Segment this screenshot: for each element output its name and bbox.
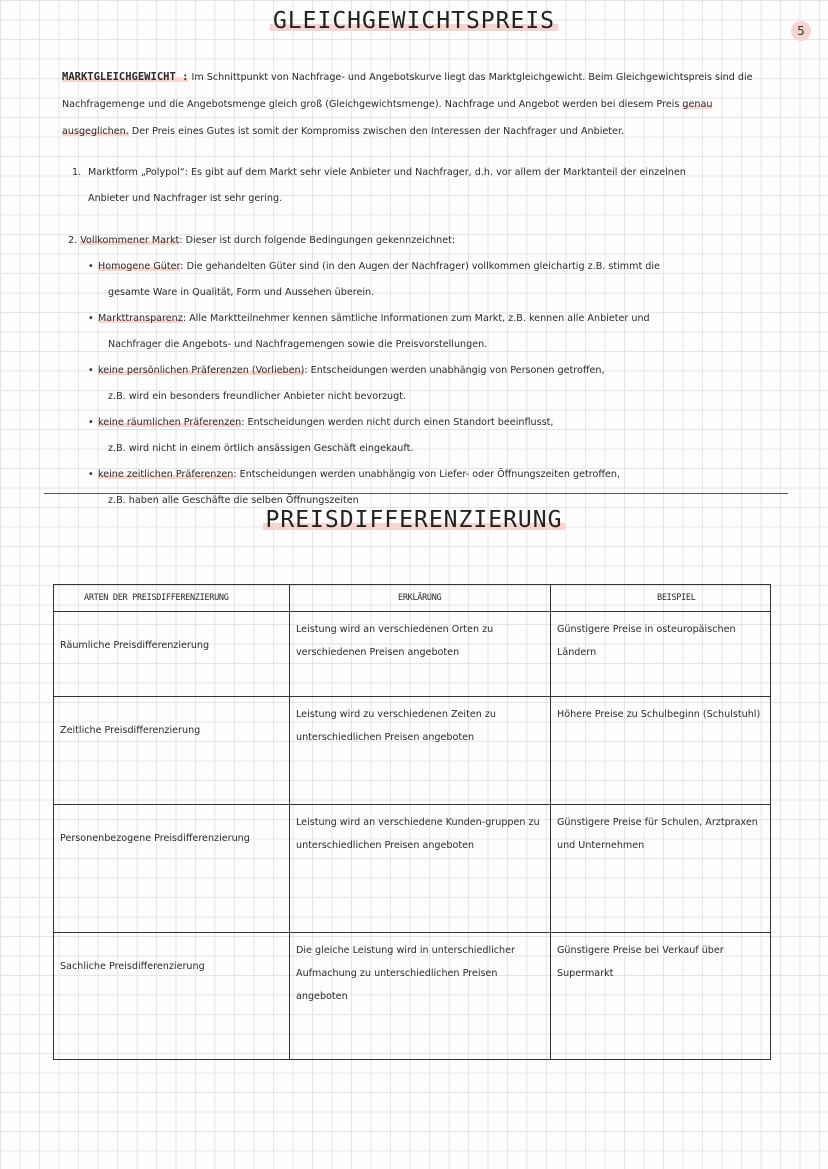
- page-title-text: GLEICHGEWICHTSPREIS: [270, 8, 558, 34]
- condition-term: keine räumlichen Präferenzen: [98, 417, 242, 428]
- condition-term: Markttransparenz: [98, 313, 183, 324]
- item1-text-b: Anbieter und Nachfrager ist sehr gering.: [88, 193, 283, 204]
- condition-text-cont: Nachfrager die Angebots- und Nachfragemengen sowie die Preisvorstellungen.: [108, 339, 488, 350]
- cell-art: Zeitliche Preisdifferenzierung: [54, 697, 290, 805]
- cell-art: Räumliche Preisdifferenzierung: [54, 612, 290, 697]
- condition-item: [98, 254, 778, 306]
- section-title-text: PREISDIFFERENZIERUNG: [263, 507, 566, 533]
- condition-text: : Die gehandelten Güter sind (in den Augen der Nachfrager) vollkommen gleichartig z.B. stimmt die: [180, 261, 660, 272]
- cell-erklaerung: Leistung wird an verschiedenen Orten zu verschiedenen Preisen angeboten: [290, 612, 551, 697]
- list-item-vollkommener-markt: [68, 228, 778, 514]
- condition-text-cont: z.B. wird ein besonders freundlicher Anbieter nicht bevorzugt.: [108, 391, 407, 402]
- condition-item: [98, 410, 778, 462]
- item2-intro: : Dieser ist durch folgende Bedingungen gekennzeichnet:: [179, 235, 456, 246]
- item2-number: 2.: [68, 235, 78, 246]
- section-title: [0, 507, 828, 533]
- item1-text-a: Marktform „Polypol“: Es gibt auf dem Markt sehr viele Anbieter und Nachfrager, d.h. vor allem der Marktanteil der einzelnen: [88, 167, 686, 178]
- item1-number: 1.: [72, 167, 82, 178]
- condition-text: : Entscheidungen werden nicht durch einen Standort beeinflusst,: [241, 417, 554, 428]
- condition-text: : Entscheidungen werden unabhängig von Liefer- oder Öffnungszeiten getroffen,: [233, 469, 621, 480]
- cell-beispiel: Günstigere Preise für Schulen, Arztpraxen und Unternehmen: [551, 805, 771, 933]
- cell-erklaerung: Leistung wird an verschiedene Kunden-gruppen zu unterschiedlichen Preisen angeboten: [290, 805, 551, 933]
- condition-text: : Entscheidungen werden unabhängig von Personen getroffen,: [304, 365, 605, 376]
- table-row: [54, 805, 771, 933]
- column-header-erklaerung: ERKLÄRUNG: [290, 585, 551, 612]
- condition-term: keine zeitlichen Präferenzen: [98, 469, 234, 480]
- condition-item: [98, 358, 778, 410]
- condition-item: [98, 306, 778, 358]
- condition-text-cont: gesamte Ware in Qualität, Form und Aussehen überein.: [108, 287, 375, 298]
- list-item-polypol: [72, 160, 772, 212]
- intro-lead: MARKTGLEICHGEWICHT :: [62, 71, 189, 83]
- page-title: [0, 8, 828, 34]
- intro-text: Im Schnittpunkt von Nachfrage- und Angebotskurve liegt das Marktgleichgewicht. Beim Gleichgewichtspreis sind die Nachfragemenge und die Angebotsmenge gleich groß (Gleichgewichtsmenge). Nachfrage und Angebot werden bei diesem Preis: [62, 72, 753, 110]
- cell-beispiel: Günstigere Preise bei Verkauf über Supermarkt: [551, 933, 771, 1060]
- cell-beispiel: Höhere Preise zu Schulbeginn (Schulstuhl): [551, 697, 771, 805]
- condition-text: : Alle Marktteilnehmer kennen sämtliche Informationen zum Markt, z.B. kennen alle Anbieter und: [182, 313, 650, 324]
- cell-art: Personenbezogene Preisdifferenzierung: [54, 805, 290, 933]
- table-row: [54, 612, 771, 697]
- condition-term: keine persönlichen Präferenzen (Vorlieben): [98, 365, 305, 376]
- item2-heading: [68, 228, 778, 254]
- cell-erklaerung: Leistung wird zu verschiedenen Zeiten zu unterschiedlichen Preisen angeboten: [290, 697, 551, 805]
- table-row: [54, 933, 771, 1060]
- table-header-row: [54, 585, 771, 612]
- intro-paragraph: [62, 64, 782, 145]
- intro-highlight: genau ausgeglichen.: [62, 99, 713, 137]
- table-row: [54, 697, 771, 805]
- column-header-art: ARTEN DER PREISDIFFERENZIERUNG: [54, 585, 290, 612]
- item2-term: Vollkommener Markt: [80, 235, 180, 246]
- condition-text-cont: z.B. haben alle Geschäfte die selben Öffnungszeiten: [108, 495, 359, 506]
- condition-text-cont: z.B. wird nicht in einem örtlich ansässigen Geschäft eingekauft.: [108, 443, 414, 454]
- cell-beispiel: Günstigere Preise in osteuropäischen Ländern: [551, 612, 771, 697]
- section-divider: [44, 493, 788, 494]
- intro-tail: Der Preis eines Gutes ist somit der Kompromiss zwischen den Interessen der Nachfrager und Anbieter.: [128, 126, 625, 137]
- cell-art: Sachliche Preisdifferenzierung: [54, 933, 290, 1060]
- page-number-badge: 5: [791, 21, 811, 41]
- condition-term: Homogene Güter: [98, 261, 181, 272]
- column-header-beispiel: BEISPIEL: [551, 585, 771, 612]
- condition-list: [68, 254, 778, 514]
- cell-erklaerung: Die gleiche Leistung wird in unterschiedlicher Aufmachung zu unterschiedlichen Preisen angeboten: [290, 933, 551, 1060]
- price-differentiation-table: [53, 584, 771, 1060]
